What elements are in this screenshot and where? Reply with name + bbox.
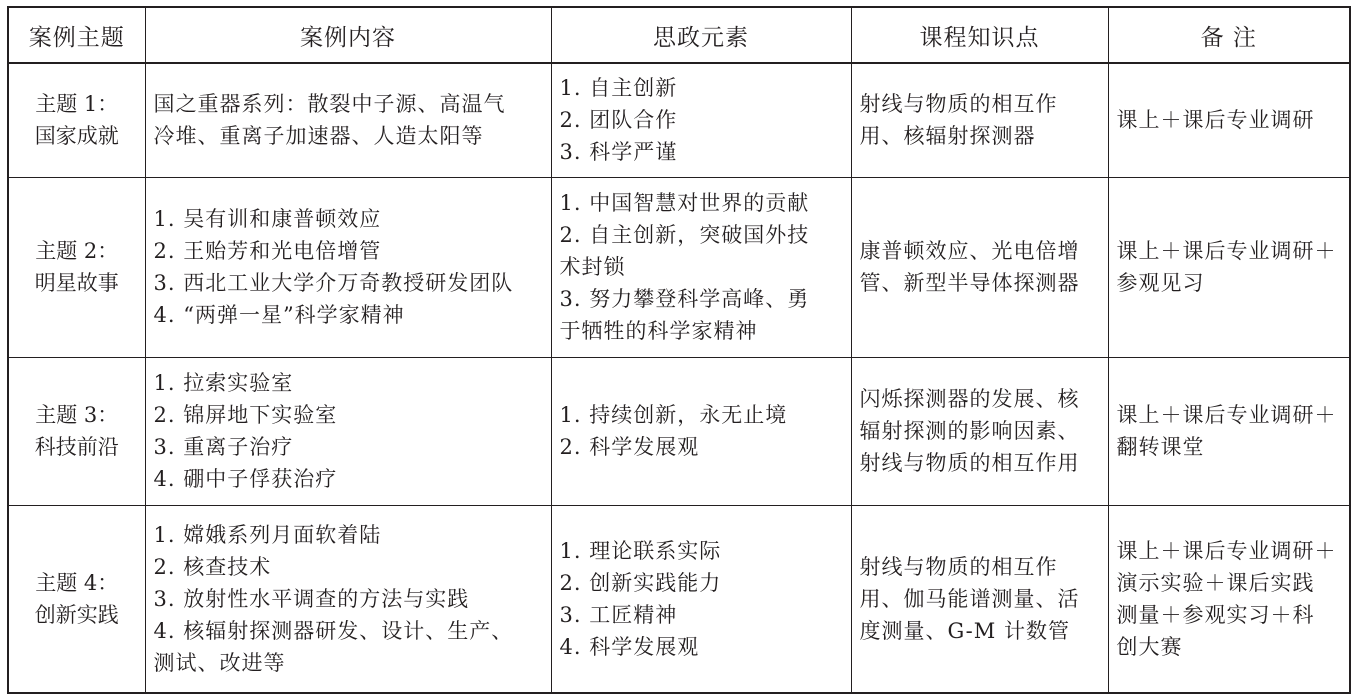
theme-line: 主题 2： bbox=[35, 239, 119, 263]
elements-cell bbox=[551, 357, 851, 505]
theme-cell bbox=[8, 63, 145, 177]
note-line: 课上＋课后专业调研 bbox=[1116, 108, 1315, 133]
content-line: 3. 西北工业大学介万奇教授研发团队 bbox=[153, 271, 514, 295]
header-knowledge: 课程知识点 bbox=[851, 7, 1108, 63]
content-cell bbox=[145, 63, 551, 177]
content-cell bbox=[145, 177, 551, 357]
knowledge-cell bbox=[851, 505, 1108, 693]
table-row bbox=[8, 357, 1350, 505]
content-line: 测试、改进等 bbox=[153, 650, 286, 675]
knowledge-line: 射线与物质的相互作 bbox=[859, 554, 1058, 579]
content-line: 4. 核辐射探测器研发、设计、生产、 bbox=[153, 618, 514, 643]
elements-line: 术封锁 bbox=[559, 255, 626, 279]
theme-line: 科技前沿 bbox=[34, 435, 119, 459]
elements-line: 1. 理论联系实际 bbox=[559, 538, 722, 563]
theme-cell bbox=[8, 357, 145, 505]
header-row bbox=[8, 7, 1350, 63]
elements-line: 于牺牲的科学家精神 bbox=[559, 319, 758, 343]
elements-line: 1. 自主创新 bbox=[559, 76, 678, 101]
knowledge-cell bbox=[851, 63, 1108, 177]
knowledge-line: 管、新型半导体探测器 bbox=[859, 271, 1080, 295]
note-cell bbox=[1108, 505, 1350, 693]
note-line: 课上＋课后专业调研＋ bbox=[1116, 403, 1337, 427]
content-cell bbox=[145, 357, 551, 505]
elements-line: 4. 科学发展观 bbox=[559, 634, 700, 659]
elements-cell bbox=[551, 505, 851, 693]
theme-line: 主题 1： bbox=[35, 92, 119, 117]
content-line: 2. 锦屏地下实验室 bbox=[153, 403, 338, 427]
content-line: 4. 硼中子俘获治疗 bbox=[153, 467, 338, 491]
note-line: 课上＋课后专业调研＋ bbox=[1116, 239, 1337, 263]
note-cell bbox=[1108, 177, 1350, 357]
elements-line: 3. 科学严谨 bbox=[559, 140, 678, 165]
note-line: 翻转课堂 bbox=[1116, 435, 1205, 459]
elements-line: 1. 中国智慧对世界的贡献 bbox=[559, 191, 810, 215]
theme-line: 创新实践 bbox=[34, 602, 119, 627]
content-line: 2. 核查技术 bbox=[153, 554, 272, 579]
elements-line: 2. 科学发展观 bbox=[559, 435, 700, 459]
content-line: 冷堆、重离子加速器、人造太阳等 bbox=[153, 124, 484, 149]
knowledge-line: 辐射探测的影响因素、 bbox=[859, 419, 1080, 443]
header-theme: 案例主题 bbox=[8, 7, 145, 63]
header-note: 备 注 bbox=[1108, 7, 1350, 63]
content-line: 3. 放射性水平调查的方法与实践 bbox=[153, 586, 470, 611]
knowledge-line: 射线与物质的相互作 bbox=[859, 92, 1058, 117]
knowledge-line: 康普顿效应、光电倍增 bbox=[859, 239, 1080, 263]
knowledge-line: 用、伽马能谱测量、活 bbox=[859, 586, 1080, 611]
theme-line: 主题 3： bbox=[35, 403, 119, 427]
note-line: 创大赛 bbox=[1116, 634, 1183, 659]
knowledge-cell bbox=[851, 357, 1108, 505]
case-table-sheet bbox=[7, 6, 1349, 694]
note-line: 参观见习 bbox=[1116, 271, 1205, 295]
header-content: 案例内容 bbox=[145, 7, 551, 63]
content-line: 3. 重离子治疗 bbox=[153, 435, 294, 459]
note-line: 演示实验＋课后实践 bbox=[1116, 570, 1315, 595]
knowledge-line: 度测量、G-M 计数管 bbox=[859, 618, 1070, 643]
theme-cell bbox=[8, 505, 145, 693]
note-line: 测量＋参观实习＋科 bbox=[1116, 602, 1315, 627]
content-line: 4. “两弹一星”科学家精神 bbox=[153, 303, 405, 327]
note-line: 课上＋课后专业调研＋ bbox=[1116, 538, 1337, 563]
content-line: 1. 吴有训和康普顿效应 bbox=[153, 207, 382, 231]
note-cell bbox=[1108, 63, 1350, 177]
elements-line: 2. 自主创新，突破国外技 bbox=[559, 223, 810, 247]
elements-line: 1. 持续创新，永无止境 bbox=[559, 403, 788, 427]
elements-line: 2. 团队合作 bbox=[559, 108, 678, 133]
theme-line: 明星故事 bbox=[34, 271, 119, 295]
knowledge-line: 闪烁探测器的发展、核 bbox=[859, 387, 1080, 411]
elements-cell bbox=[551, 177, 851, 357]
theme-line: 主题 4： bbox=[35, 570, 119, 595]
content-line: 1. 拉索实验室 bbox=[153, 371, 294, 395]
knowledge-cell bbox=[851, 177, 1108, 357]
elements-line: 2. 创新实践能力 bbox=[559, 570, 722, 595]
knowledge-line: 射线与物质的相互作用 bbox=[859, 451, 1080, 475]
elements-cell bbox=[551, 63, 851, 177]
elements-line: 3. 工匠精神 bbox=[559, 602, 678, 627]
case-table bbox=[7, 6, 1351, 694]
theme-line: 国家成就 bbox=[34, 124, 119, 149]
table-row bbox=[8, 177, 1350, 357]
content-line: 国之重器系列：散裂中子源、高温气 bbox=[153, 92, 506, 117]
header-elements: 思政元素 bbox=[551, 7, 851, 63]
content-line: 1. 嫦娥系列月面软着陆 bbox=[153, 522, 382, 547]
table-row bbox=[8, 505, 1350, 693]
theme-cell bbox=[8, 177, 145, 357]
knowledge-line: 用、核辐射探测器 bbox=[859, 124, 1036, 149]
table-row bbox=[8, 63, 1350, 177]
note-cell bbox=[1108, 357, 1350, 505]
content-line: 2. 王贻芳和光电倍增管 bbox=[153, 239, 382, 263]
content-cell bbox=[145, 505, 551, 693]
elements-line: 3. 努力攀登科学高峰、勇 bbox=[559, 287, 810, 311]
